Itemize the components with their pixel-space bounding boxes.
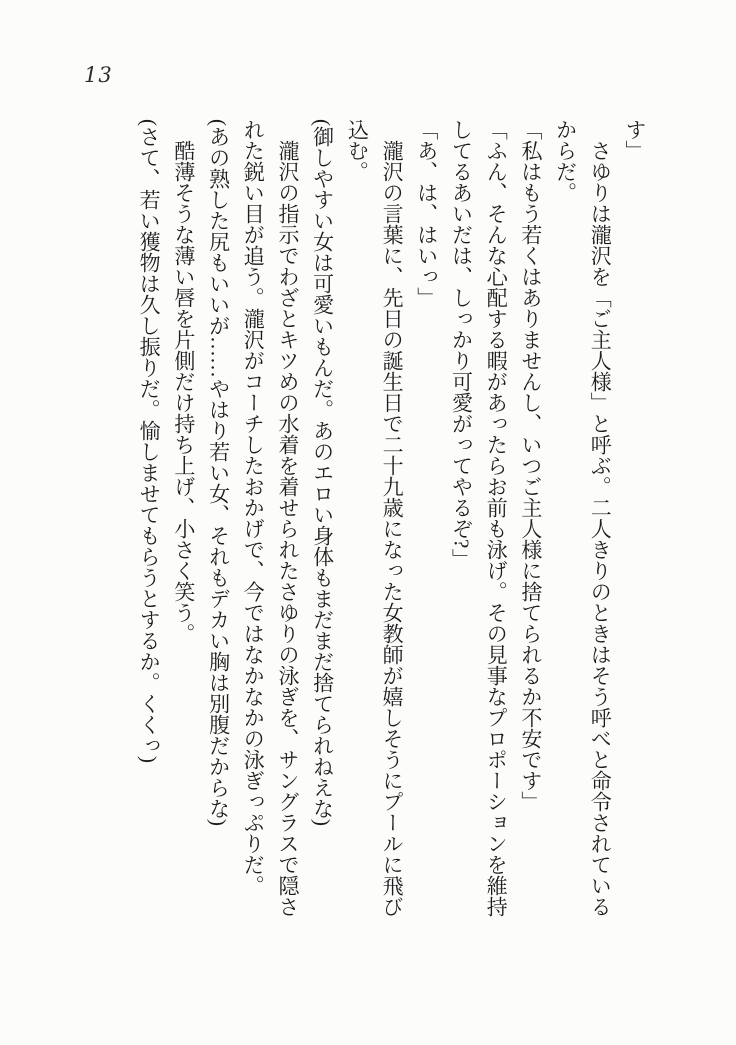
page-number: 13 [84, 63, 113, 87]
vertical-text-block [131, 119, 652, 920]
text-line: (さて、若い獲物は久し振りだ。愉しませてもらうとするか。くくっ) [137, 119, 162, 763]
text-line: 「私はもう若くはありませんし、いつご主人様に捨てられるか不安です」 [518, 119, 543, 812]
text-line: してるあいだは、しっかり可愛がってやるぞ?」 [449, 119, 474, 570]
text-line: 瀧沢の指示でわざとキツめの水着を着せられたさゆりの泳ぎを、サングラスで隠さ [275, 140, 300, 917]
text-line: 瀧沢の言葉に、先日の誕生日で二十九歳になった女教師が嬉しそうにプールに飛び [380, 140, 405, 917]
text-line: からだ。 [553, 119, 578, 203]
text-line: 酷薄そうな薄い唇を片側だけ持ち上げ、小さく笑う。 [171, 140, 196, 644]
text-line: す」 [623, 119, 647, 161]
text-line: 「あ、は、はいっ」 [414, 119, 439, 308]
text-line: (あの熟した尻もいいが……やはり若い女、それもデカい胸は別腹だからな) [206, 119, 231, 826]
text-line: 込む。 [345, 119, 370, 182]
text-line: (御しやすい女は可愛いもんだ。あのエロい身体もまだまだ捨てられねえな) [310, 119, 335, 826]
text-line: さゆりは瀧沢を「ご主人様」と呼ぶ。二人きりのときはそう呼べと命令されている [588, 140, 613, 917]
text-line: れた鋭い目が追う。瀧沢がコーチしたおかげで、今ではなかなかの泳ぎっぷりだ。 [241, 119, 266, 896]
text-line: 「ふん、そんな心配する暇があったらお前も泳げ。その見事なプロポーションを維持 [484, 119, 509, 917]
